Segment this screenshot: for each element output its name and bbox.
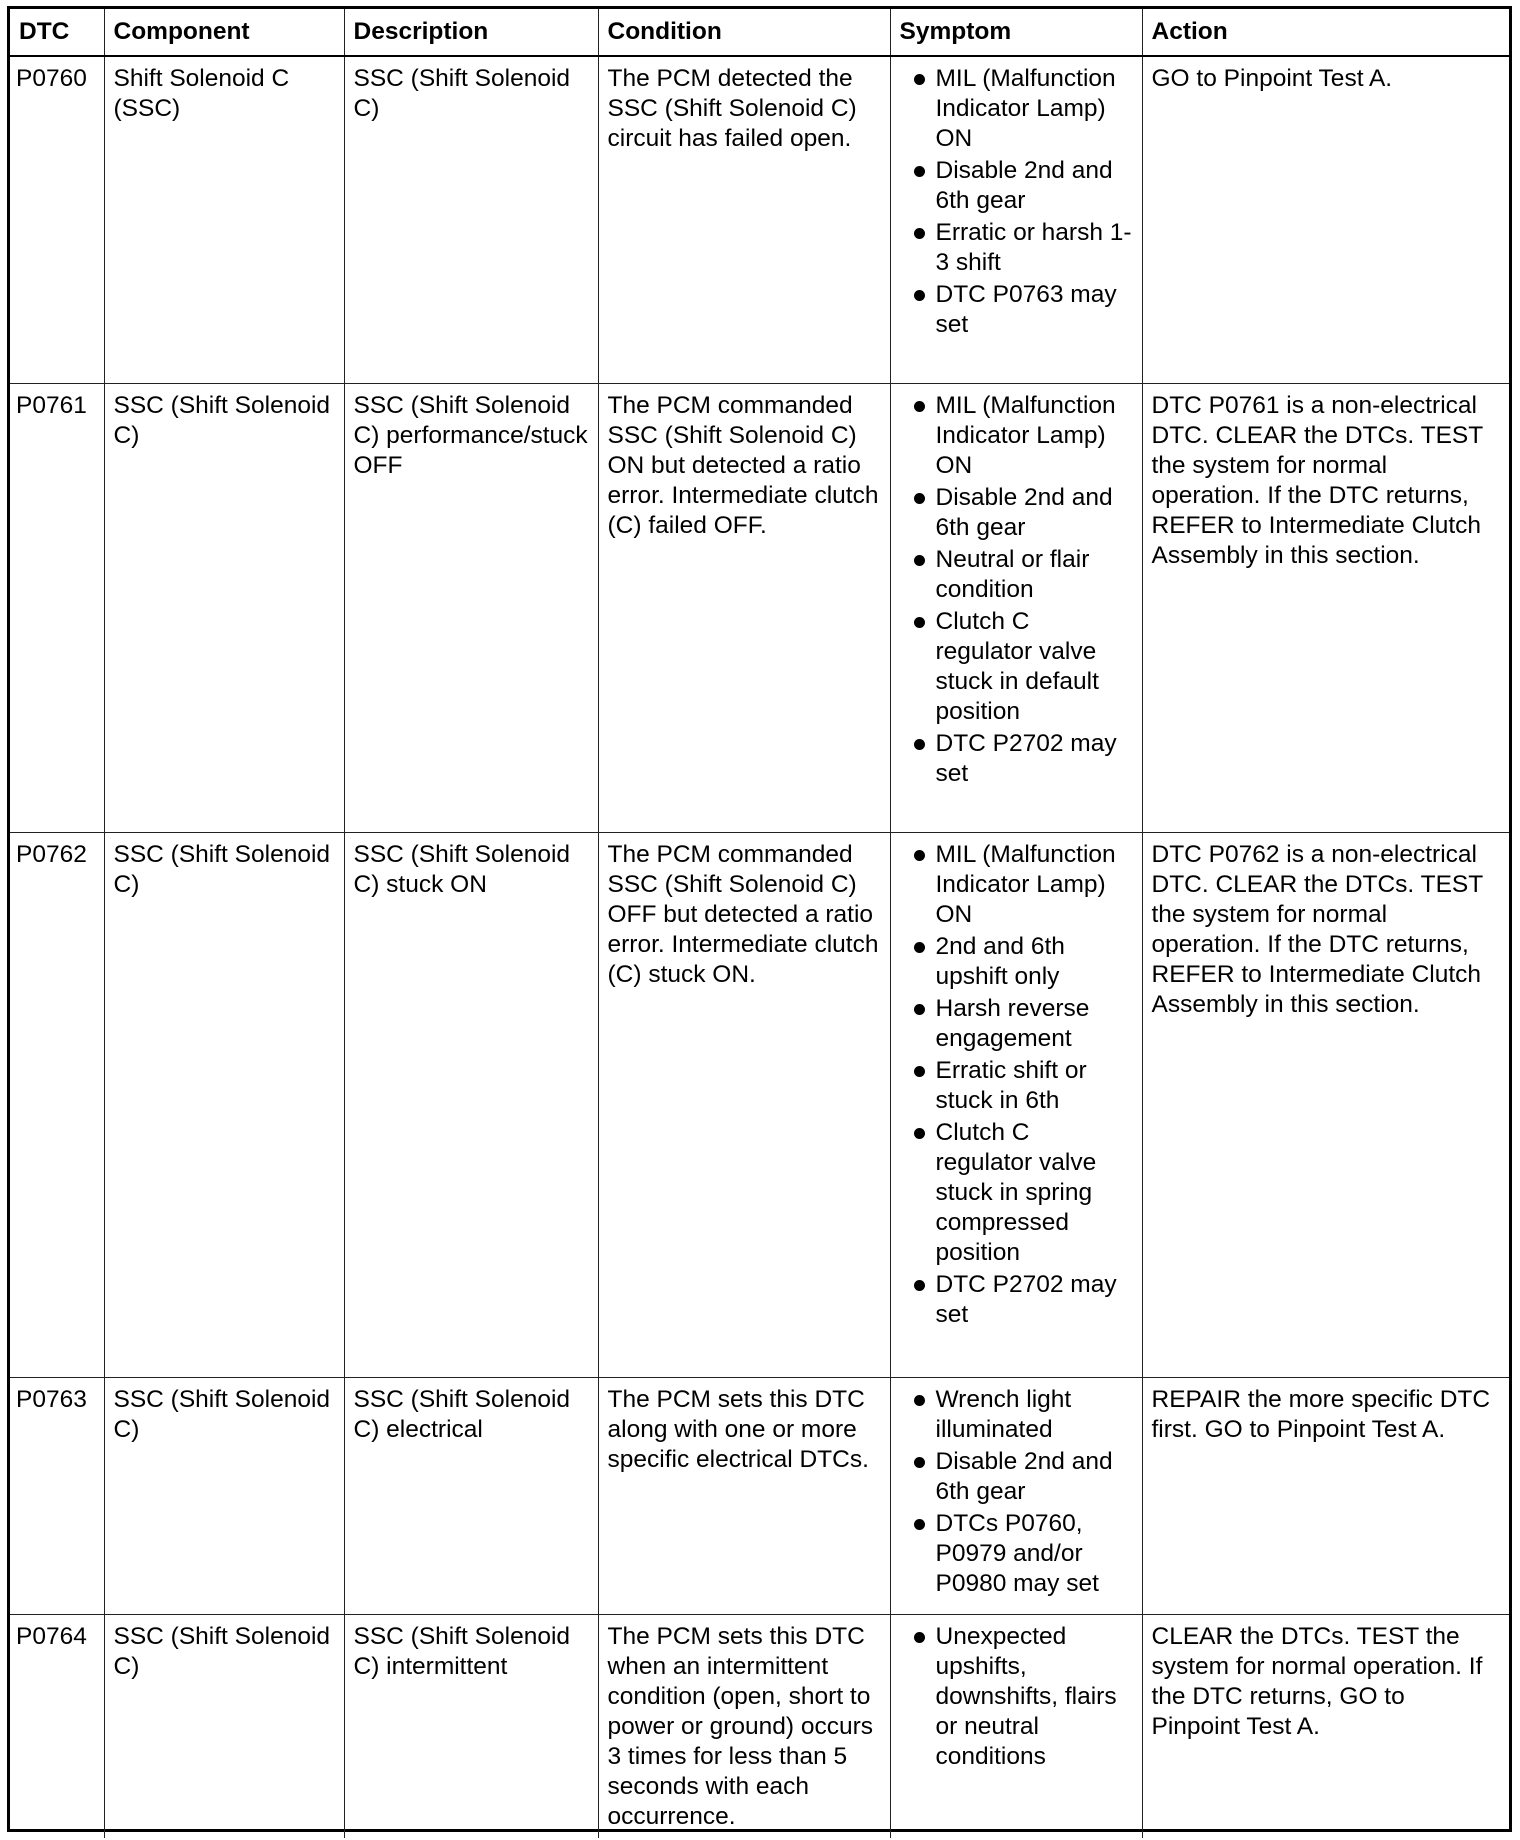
- symptom-item: MIL (Malfunction Indicator Lamp) ON: [900, 391, 1133, 481]
- condition-cell: The PCM commanded SSC (Shift Solenoid C) ON but detected a ratio error. Intermediate clutch (C) failed OFF.: [598, 383, 890, 832]
- symptom-item: DTC P0763 may set: [900, 280, 1133, 340]
- action-cell: GO to Pinpoint Test A.: [1142, 56, 1509, 383]
- header-condition: Condition: [598, 9, 890, 56]
- symptom-item: Disable 2nd and 6th gear: [900, 483, 1133, 543]
- action-cell: DTC P0761 is a non-electrical DTC. CLEAR the DTCs. TEST the system for normal operation. If the DTC returns, REFER to Intermediate Clutch Assembly in this section.: [1142, 383, 1509, 832]
- symptom-list: [900, 1385, 1133, 1599]
- description-cell: SSC (Shift Solenoid C): [344, 56, 598, 383]
- symptom-cell: [890, 1377, 1142, 1614]
- symptom-item: 2nd and 6th upshift only: [900, 932, 1133, 992]
- table-row: [10, 832, 1509, 1377]
- symptom-item: Disable 2nd and 6th gear: [900, 156, 1133, 216]
- header-dtc: DTC: [10, 9, 104, 56]
- header-component: Component: [104, 9, 344, 56]
- dtc-table: [10, 9, 1509, 1838]
- symptom-cell: [890, 1614, 1142, 1838]
- symptom-item: Unexpected upshifts, downshifts, flairs or neutral conditions: [900, 1622, 1133, 1772]
- condition-cell: The PCM detected the SSC (Shift Solenoid C) circuit has failed open.: [598, 56, 890, 383]
- action-cell: CLEAR the DTCs. TEST the system for normal operation. If the DTC returns, GO to Pinpoint Test A.: [1142, 1614, 1509, 1838]
- header-description: Description: [344, 9, 598, 56]
- dtc-table-frame: [7, 6, 1512, 1832]
- header-row: [10, 9, 1509, 56]
- dtc-code-cell: P0763: [10, 1377, 104, 1614]
- action-cell: DTC P0762 is a non-electrical DTC. CLEAR the DTCs. TEST the system for normal operation. If the DTC returns, REFER to Intermediate Clutch Assembly in this section.: [1142, 832, 1509, 1377]
- condition-cell: The PCM sets this DTC when an intermittent condition (open, short to power or ground) occurs 3 times for less than 5 seconds with each occurrence.: [598, 1614, 890, 1838]
- dtc-code-cell: P0760: [10, 56, 104, 383]
- action-cell: REPAIR the more specific DTC first. GO to Pinpoint Test A.: [1142, 1377, 1509, 1614]
- component-cell: SSC (Shift Solenoid C): [104, 832, 344, 1377]
- header-action: Action: [1142, 9, 1509, 56]
- symptom-item: MIL (Malfunction Indicator Lamp) ON: [900, 64, 1133, 154]
- symptom-item: DTC P2702 may set: [900, 729, 1133, 789]
- symptom-list: [900, 1622, 1133, 1772]
- symptom-item: MIL (Malfunction Indicator Lamp) ON: [900, 840, 1133, 930]
- header-symptom: Symptom: [890, 9, 1142, 56]
- table-row: [10, 1614, 1509, 1838]
- description-cell: SSC (Shift Solenoid C) intermittent: [344, 1614, 598, 1838]
- symptom-cell: [890, 383, 1142, 832]
- table-body: [10, 56, 1509, 1838]
- description-cell: SSC (Shift Solenoid C) electrical: [344, 1377, 598, 1614]
- dtc-code-cell: P0762: [10, 832, 104, 1377]
- dtc-code-cell: P0764: [10, 1614, 104, 1838]
- symptom-cell: [890, 56, 1142, 383]
- symptom-item: DTC P2702 may set: [900, 1270, 1133, 1330]
- table-row: [10, 383, 1509, 832]
- dtc-code-cell: P0761: [10, 383, 104, 832]
- component-cell: SSC (Shift Solenoid C): [104, 1614, 344, 1838]
- table-row: [10, 56, 1509, 383]
- symptom-item: Erratic or harsh 1-3 shift: [900, 218, 1133, 278]
- component-cell: SSC (Shift Solenoid C): [104, 1377, 344, 1614]
- table-row: [10, 1377, 1509, 1614]
- component-cell: SSC (Shift Solenoid C): [104, 383, 344, 832]
- description-cell: SSC (Shift Solenoid C) stuck ON: [344, 832, 598, 1377]
- table-header: [10, 9, 1509, 56]
- condition-cell: The PCM commanded SSC (Shift Solenoid C) OFF but detected a ratio error. Intermediate clutch (C) stuck ON.: [598, 832, 890, 1377]
- symptom-item: Disable 2nd and 6th gear: [900, 1447, 1133, 1507]
- symptom-item: DTCs P0760, P0979 and/or P0980 may set: [900, 1509, 1133, 1599]
- symptom-item: Erratic shift or stuck in 6th: [900, 1056, 1133, 1116]
- condition-cell: The PCM sets this DTC along with one or more specific electrical DTCs.: [598, 1377, 890, 1614]
- symptom-item: Clutch C regulator valve stuck in spring compressed position: [900, 1118, 1133, 1268]
- symptom-item: Clutch C regulator valve stuck in default position: [900, 607, 1133, 727]
- symptom-item: Harsh reverse engagement: [900, 994, 1133, 1054]
- symptom-cell: [890, 832, 1142, 1377]
- symptom-list: [900, 840, 1133, 1330]
- symptom-list: [900, 64, 1133, 340]
- symptom-item: Neutral or flair condition: [900, 545, 1133, 605]
- description-cell: SSC (Shift Solenoid C) performance/stuck OFF: [344, 383, 598, 832]
- component-cell: Shift Solenoid C (SSC): [104, 56, 344, 383]
- symptom-item: Wrench light illuminated: [900, 1385, 1133, 1445]
- symptom-list: [900, 391, 1133, 789]
